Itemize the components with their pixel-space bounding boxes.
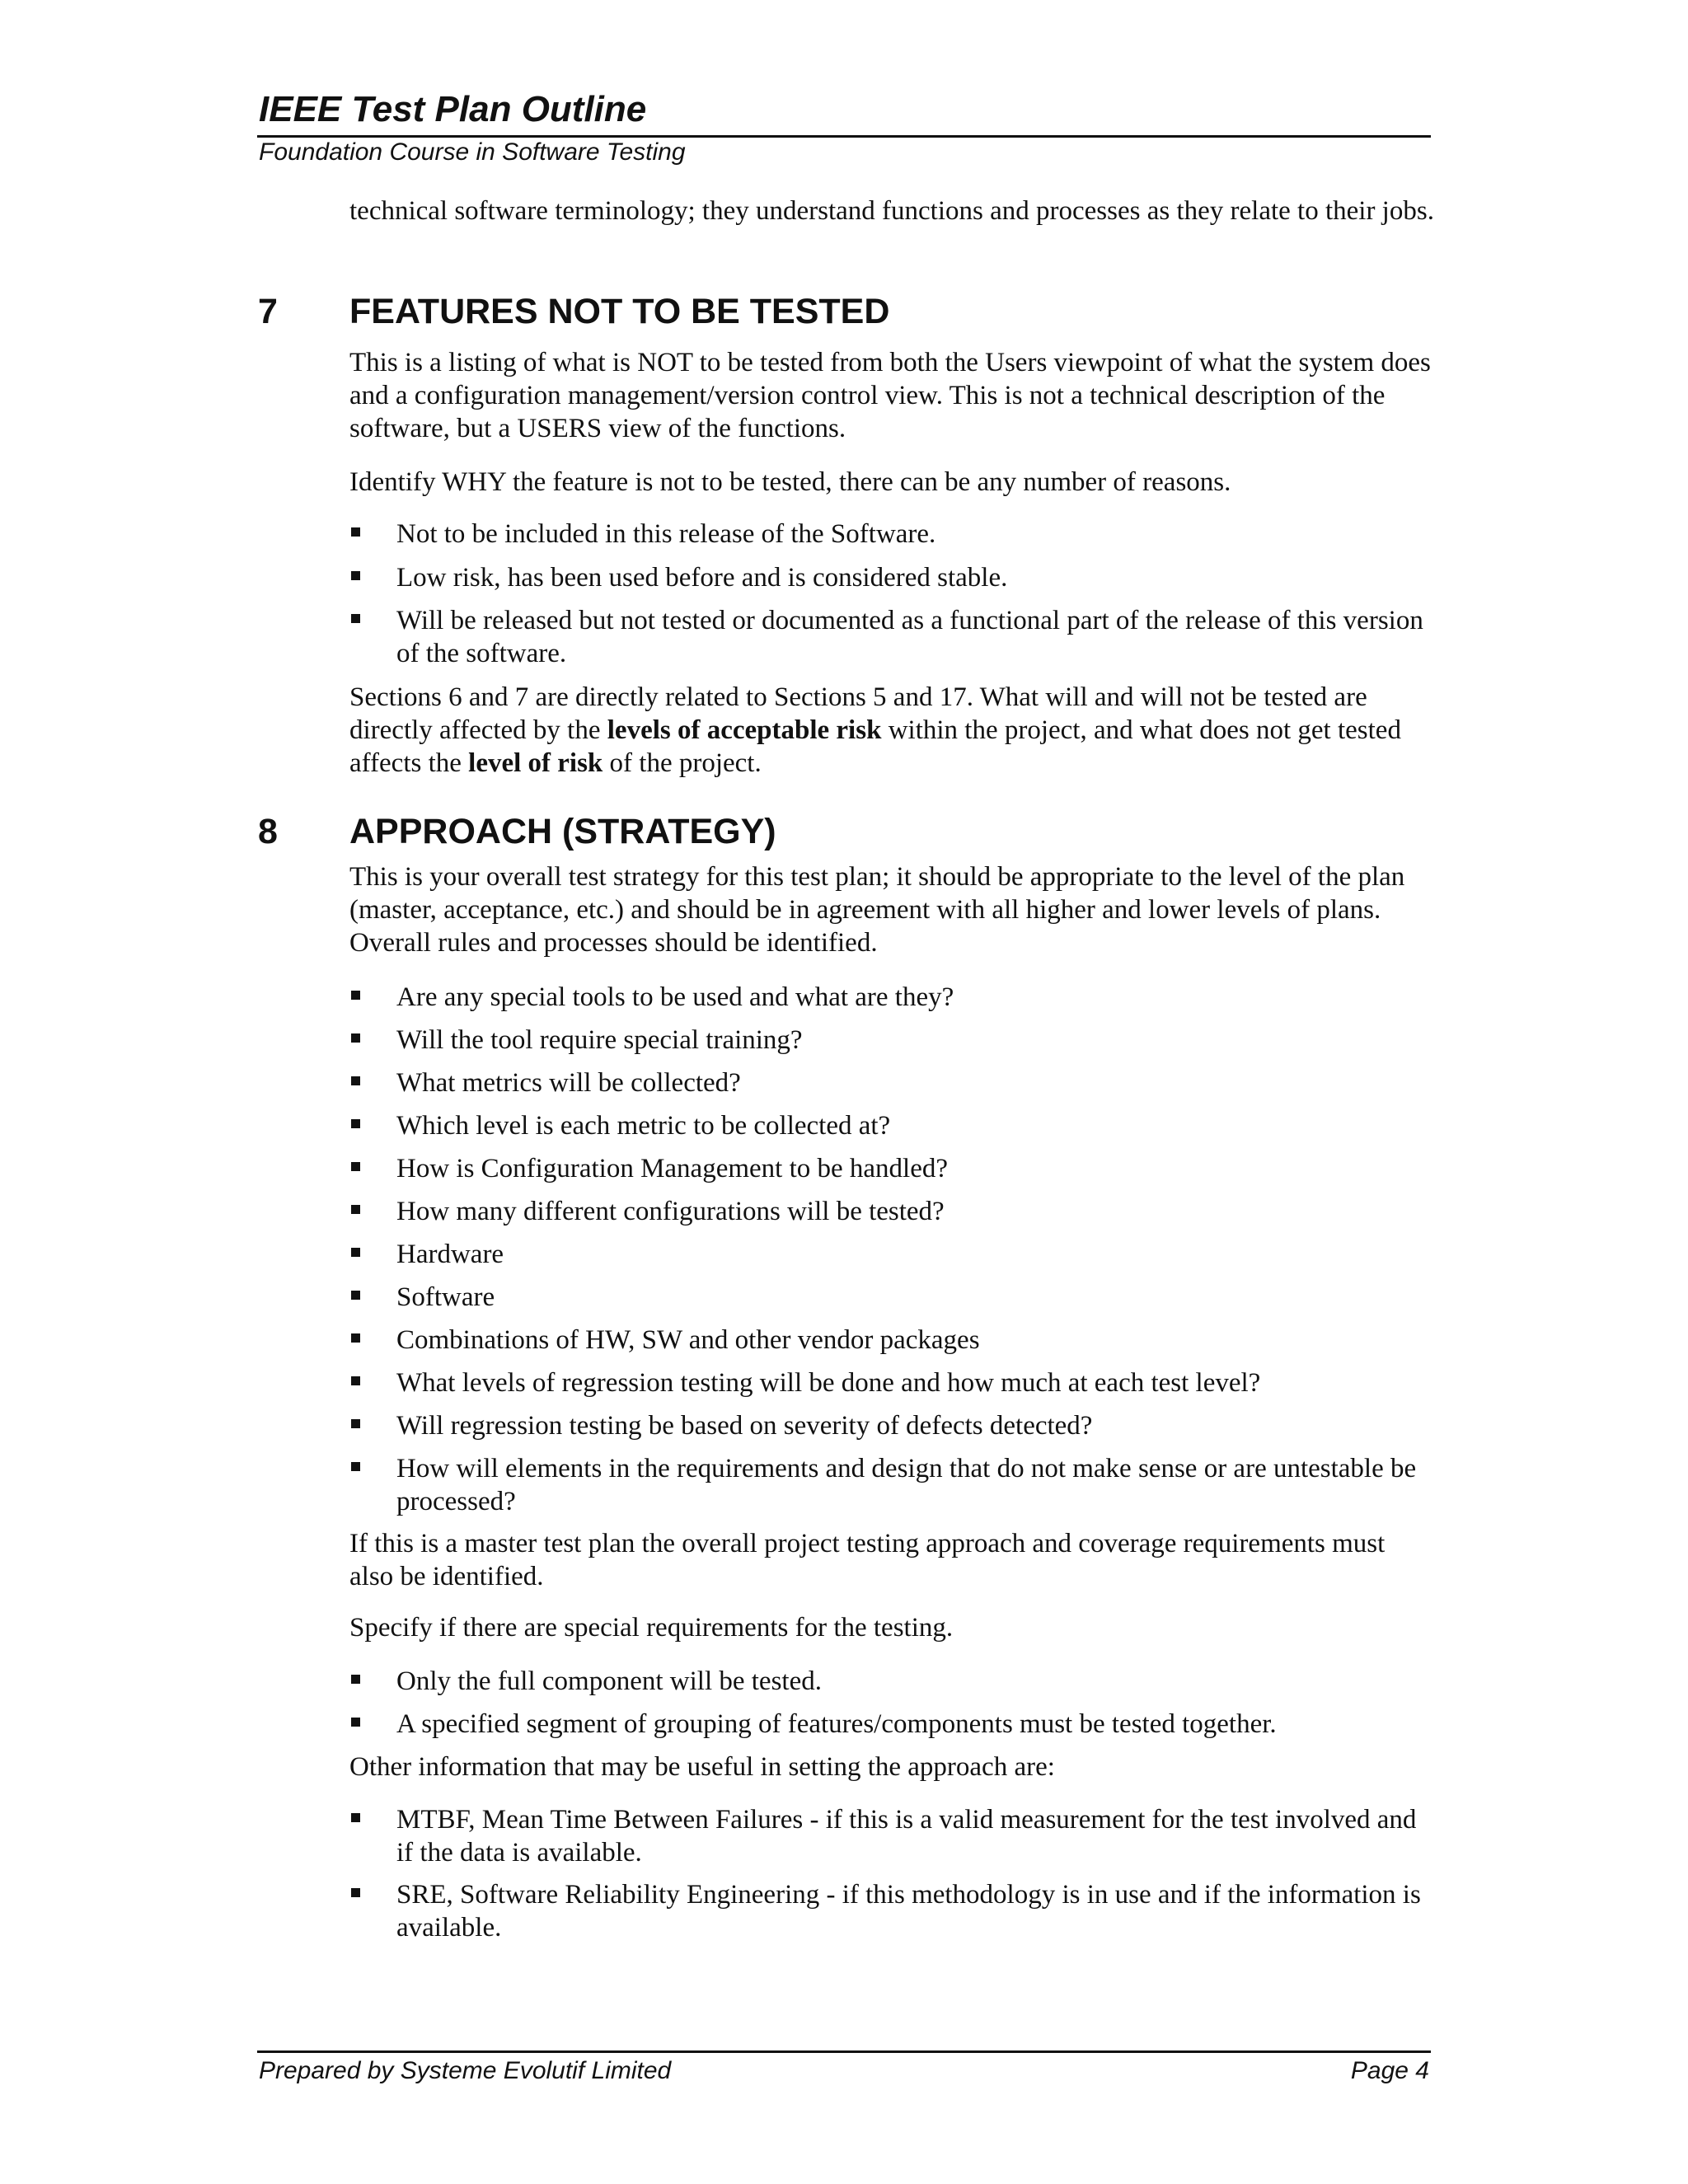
emphasis-text: level of risk [468,748,603,778]
bullet-marker [351,1675,360,1684]
bullet-marker [351,1462,360,1471]
section-8-paragraph-2: If this is a master test plan the overall project testing approach and coverage requirements must also be identified. [349,1529,1386,1591]
section-7-paragraph-2: Identify WHY the feature is not to be tested, there can be any number of reasons. [349,467,1231,497]
list-item: Not to be included in this release of the Software. [396,519,936,549]
section-8-paragraph-4: Other information that may be useful in setting the approach are: [349,1752,1055,1782]
bullet-marker [351,991,360,1000]
list-item: Low risk, has been used before and is considered stable. [396,563,1008,593]
list-item: Hardware [396,1240,504,1269]
bullet-marker [351,1813,360,1822]
intro-paragraph: technical software terminology; they understand functions and processes as they relate to their jobs. [349,196,1434,226]
section-7-heading: FEATURES NOT TO BE TESTED [349,292,890,331]
bullet-marker [351,614,360,623]
footer-author: Prepared by Systeme Evolutif Limited [259,2057,672,2084]
list-item: How many different configurations will be tested? [396,1197,945,1226]
list-item: Will the tool require special training? [396,1025,803,1055]
section-8-paragraph-1: This is your overall test strategy for this test plan; it should be appropriate to the level of the plan (master, acceptance, etc.) and should be in agreement with all higher and lower levels of plans. Overall rules and processes should be identified. [349,862,1405,958]
bullet-marker [351,1419,360,1428]
section-7-paragraph-1: This is a listing of what is NOT to be tested from both the Users viewpoint of what the system does and a configuration management/version control view. This is not a technical description of the software, but a USERS view of the functions. [349,348,1431,443]
list-item: How will elements in the requirements and design that do not make sense or are untestable be processed? [396,1454,1417,1516]
bullet-marker [351,1162,360,1171]
bullet-marker [351,571,360,580]
emphasis-text: levels of acceptable risk [607,715,882,745]
list-item: Combinations of HW, SW and other vendor packages [396,1325,980,1355]
bullet-marker [351,1033,360,1043]
text-run: Sections 6 and 7 are directly related to Sections 5 and 17. What will and will not be tested are directly affected by the [349,682,1367,745]
list-item: Only the full component will be tested. [396,1666,822,1696]
list-item: Will be released but not tested or documented as a functional part of the release of this version of the software. [396,606,1423,668]
bullet-marker [351,1888,360,1897]
list-item: MTBF, Mean Time Between Failures - if this is a valid measurement for the test involved and if the data is available. [396,1805,1417,1868]
footer-divider [257,2050,1431,2053]
bullet-marker [351,1376,360,1385]
list-item: A specified segment of grouping of features/components must be tested together. [396,1709,1277,1739]
list-item: Will regression testing be based on severity of defects detected? [396,1411,1093,1441]
list-item: What levels of regression testing will be done and how much at each test level? [396,1368,1261,1398]
bullet-marker [351,1291,360,1300]
page-number: Page 4 [1350,2057,1429,2084]
section-8-heading: APPROACH (STRATEGY) [349,812,776,851]
bullet-marker [351,527,360,537]
bullet-marker [351,1718,360,1727]
text-run: within the project, and what does not get tested affects the [349,715,1401,778]
list-item: Are any special tools to be used and what are they? [396,982,954,1012]
list-item: How is Configuration Management to be handled? [396,1154,949,1183]
list-item: What metrics will be collected? [396,1068,741,1098]
document-title: IEEE Test Plan Outline [259,89,647,129]
section-8-paragraph-3: Specify if there are special requirements for the testing. [349,1613,954,1643]
list-item: Software [396,1282,495,1312]
section-7-paragraph-3 [349,681,1434,780]
section-8-number: 8 [258,812,278,851]
document-subtitle: Foundation Course in Software Testing [259,138,686,166]
text-run: of the project. [603,748,762,778]
bullet-marker [351,1119,360,1128]
bullet-marker [351,1205,360,1214]
bullet-marker [351,1333,360,1343]
section-7-number: 7 [258,292,278,331]
bullet-marker [351,1076,360,1085]
list-item: Which level is each metric to be collected at? [396,1111,891,1141]
bullet-marker [351,1248,360,1257]
list-item: SRE, Software Reliability Engineering - if this methodology is in use and if the information is available. [396,1880,1421,1943]
